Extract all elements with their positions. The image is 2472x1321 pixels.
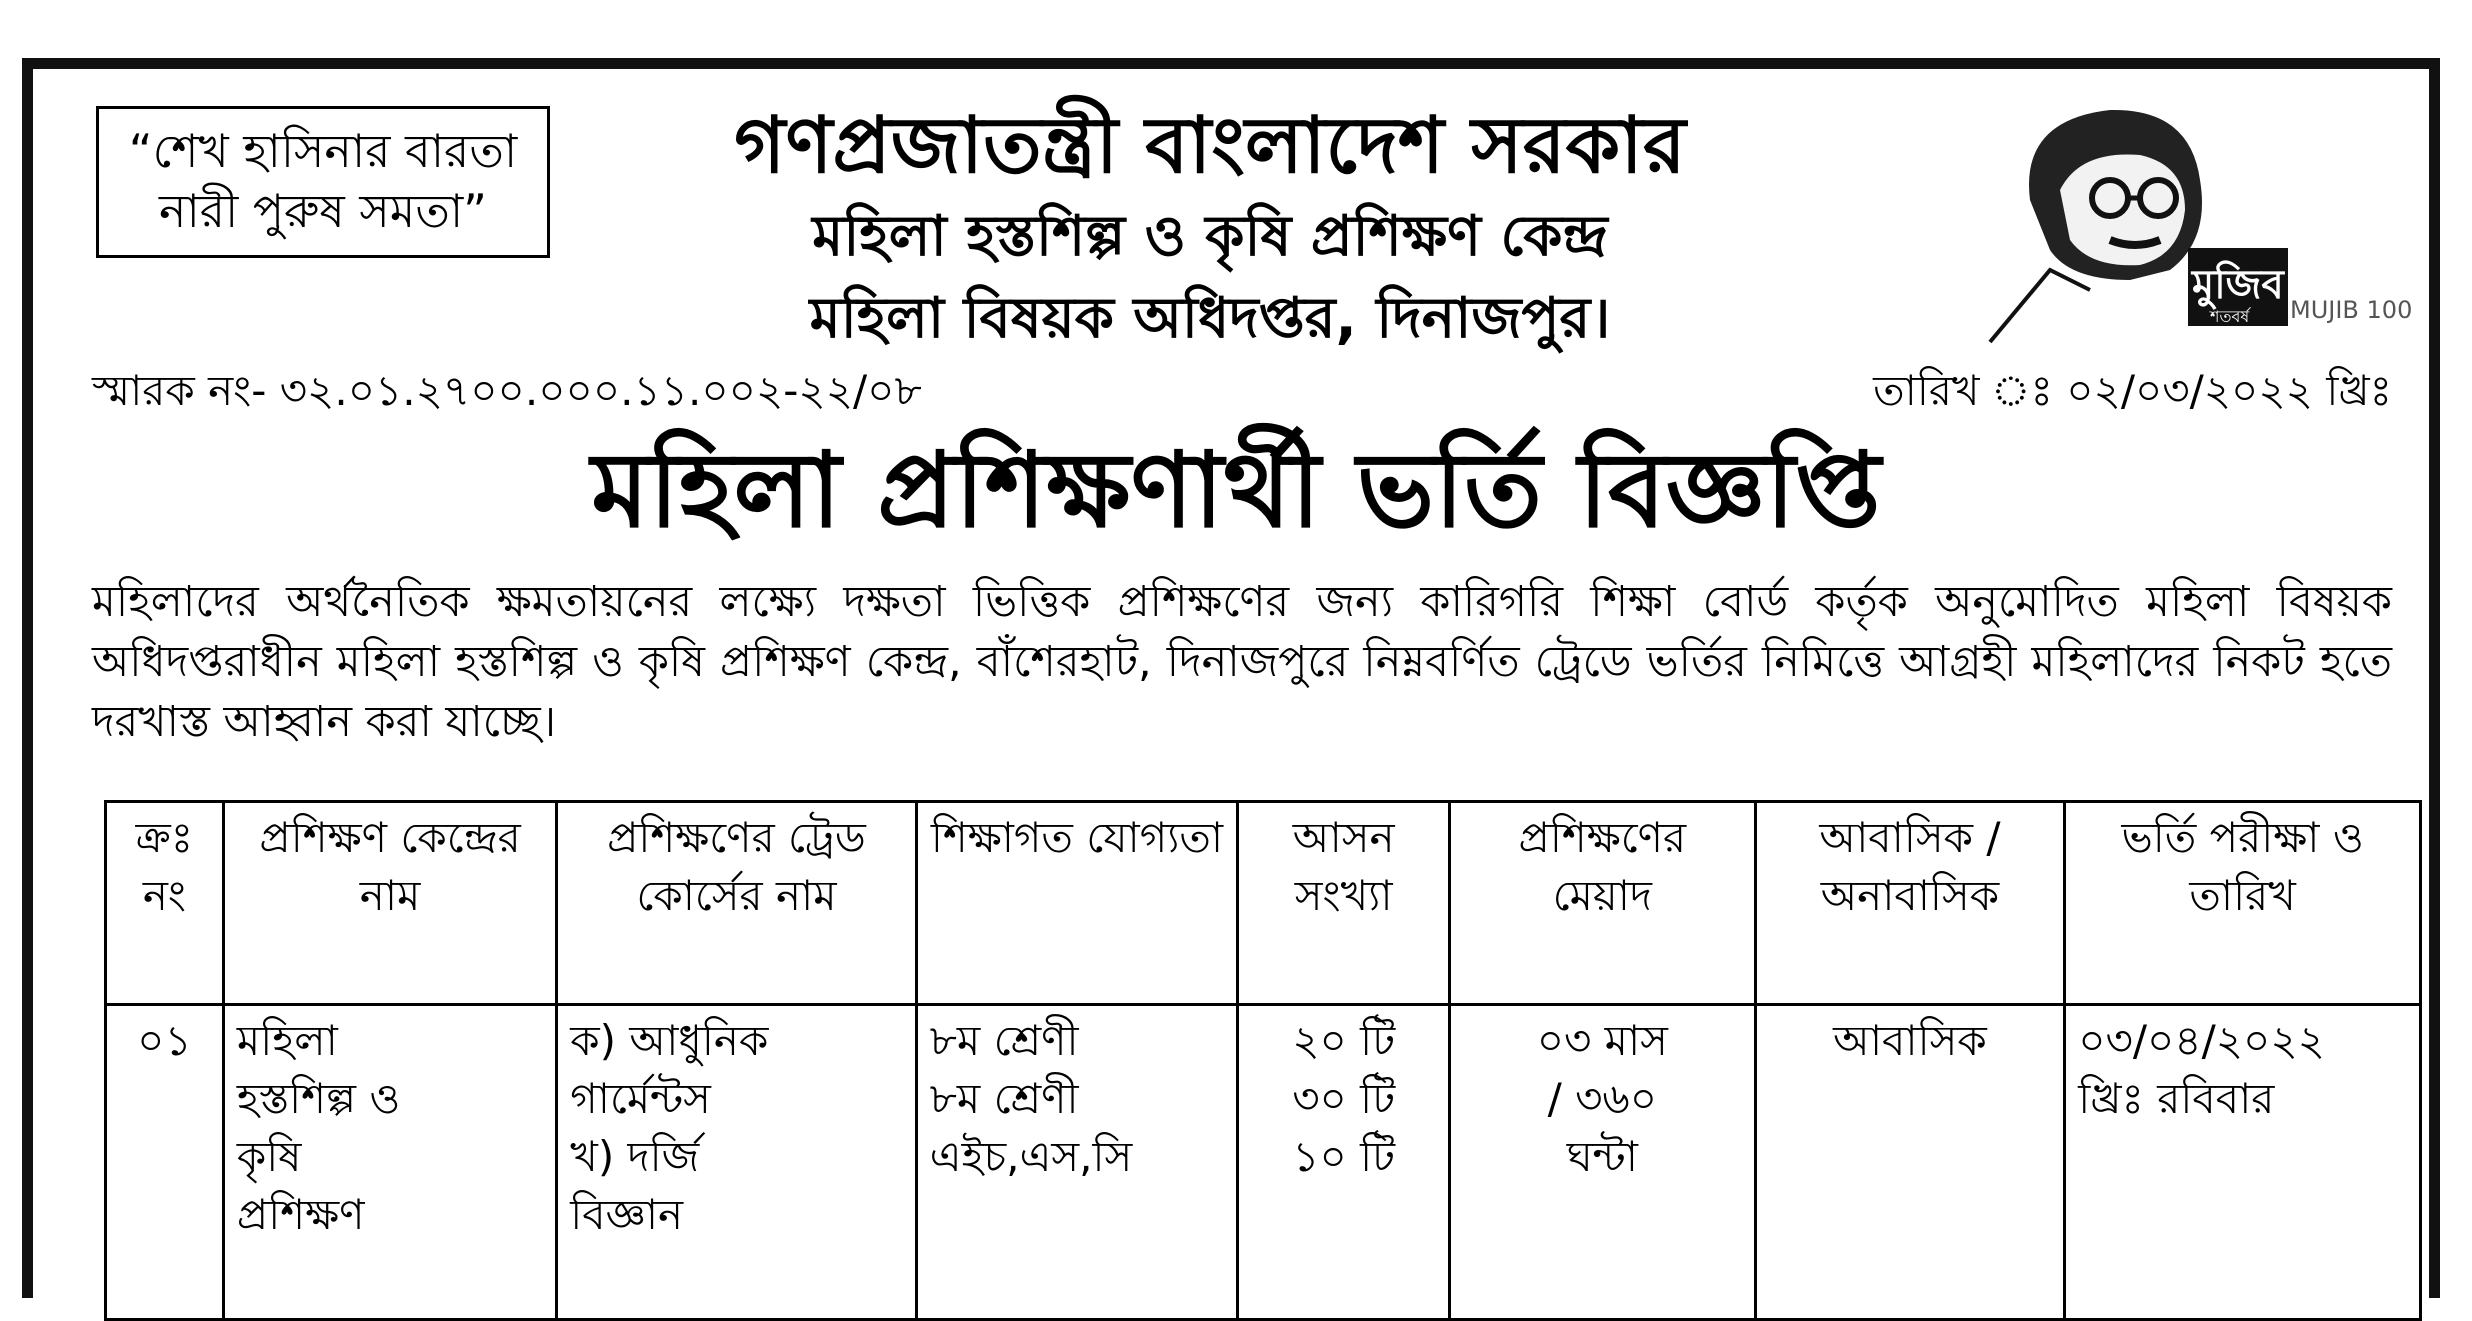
cell-seats [1238, 1005, 1450, 1320]
trade-line: ক) আধুনিক [570, 1016, 769, 1065]
header-seats: আসন সংখ্যা [1238, 802, 1450, 1005]
header-duration: প্রশিক্ষণের মেয়াদ [1450, 802, 1756, 1005]
logo-text: মুজিব [2192, 262, 2284, 308]
duration-line: ০৩ মাস [1536, 1016, 1668, 1065]
cell-trade [557, 1005, 916, 1320]
cell-serial: ০১ [106, 1005, 224, 1320]
exam-line: ০৩/০৪/২০২২ [2078, 1016, 2325, 1065]
slogan-line-2: নারী পুরুষ সমতা” [159, 184, 487, 238]
trade-line: গার্মেন্টস [570, 1074, 711, 1123]
qualification-line: এইচ,এস,সি [929, 1132, 1133, 1181]
mujib-100-logo [1960, 80, 2413, 350]
trade-line: খ) দর্জি [570, 1132, 700, 1181]
header-exam-date: ভর্তি পরীক্ষা ও তারিখ [2065, 802, 2421, 1005]
center-line: কৃষি [236, 1132, 302, 1181]
memo-number: স্মারক নং- ৩২.০১.২৭০০.০০০.১১.০০২-২২/০৮ [92, 366, 922, 415]
header-trade: প্রশিক্ষণের ট্রেড কোর্সের নাম [557, 802, 916, 1005]
table-row [106, 1005, 2421, 1320]
center-line: হস্তশিল্প ও [236, 1074, 401, 1123]
notice-date: তারিখ ঃ ০২/০৩/২০২২ খ্রিঃ [1873, 366, 2392, 415]
center-line: প্রশিক্ষণ [236, 1190, 365, 1239]
cell-center [223, 1005, 556, 1320]
trades-table [104, 800, 2422, 1321]
duration-line: ঘন্টা [1566, 1132, 1638, 1181]
qualification-line: ৮ম শ্রেণী [929, 1016, 1079, 1065]
header-residential: আবাসিক /অনাবাসিক [1755, 802, 2065, 1005]
center-line: মহিলা [236, 1016, 338, 1065]
qualification-line: ৮ম শ্রেণী [929, 1074, 1079, 1123]
center-name: মহিলা হস্তশিল্প ও কৃষি প্রশিক্ষণ কেন্দ্র [812, 204, 1608, 269]
slogan-box [96, 106, 550, 258]
logo-mark: MUJIB 100 [2290, 296, 2413, 324]
duration-line: / ৩৬০ [1547, 1074, 1658, 1123]
government-title: গণপ্রজাতন্ত্রী বাংলাদেশ সরকার [734, 101, 1686, 191]
header-qualification: শিক্ষাগত যোগ্যতা [916, 802, 1238, 1005]
logo-subtext: শতবর্ষ [2210, 307, 2250, 326]
notice-title: মহিলা প্রশিক্ষণার্থী ভর্তি বিজ্ঞপ্তি [591, 429, 1881, 551]
cell-exam-date [2065, 1005, 2421, 1320]
seat-line: ২০ টি [1292, 1016, 1396, 1065]
cell-qualification [916, 1005, 1238, 1320]
cell-duration [1450, 1005, 1756, 1320]
header-center: প্রশিক্ষণ কেন্দ্রের নাম [223, 802, 556, 1005]
exam-line: খ্রিঃ রবিবার [2078, 1074, 2275, 1123]
slogan-line-1: “শেখ হাসিনার বারতা [128, 124, 518, 178]
seat-line: ৩০ টি [1292, 1074, 1396, 1123]
seat-line: ১০ টি [1292, 1132, 1396, 1181]
notice-paragraph: মহিলাদের অর্থনৈতিক ক্ষমতায়নের লক্ষ্যে দক্ষতা ভিত্তিক প্রশিক্ষণের জন্য কারিগরি শিক্ষা বোর্ড কর্তৃক অনুমোদিত মহিলা বিষয়ক অধিদপ্তরাধীন মহিলা হস্তশিল্প ও কৃষি প্রশিক্ষণ কেন্দ্র, বাঁশেরহাট, দিনাজপুরে নিম্নবর্ণিত ট্রেডে ভর্তির নিমিত্তে আগ্রহী মহিলাদের নিকট হতে দরখাস্ত আহ্বান করা যাচ্ছে। [92, 577, 2392, 747]
cell-residential: আবাসিক [1755, 1005, 2065, 1320]
header-serial: ক্রঃ নং [106, 802, 224, 1005]
table-header-row [106, 802, 2421, 1005]
department-name: মহিলা বিষয়ক অধিদপ্তর, দিনাজপুর। [809, 286, 1611, 351]
trade-line: বিজ্ঞান [570, 1190, 684, 1239]
